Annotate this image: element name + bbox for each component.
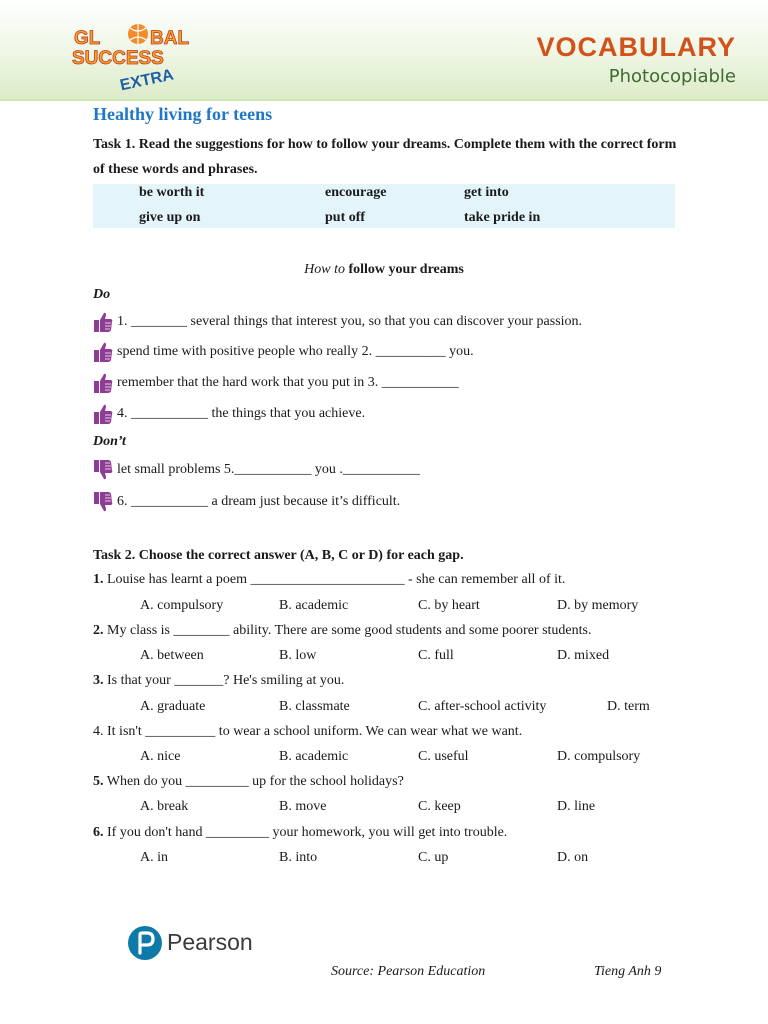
do-item (93, 403, 365, 425)
do-item (93, 341, 474, 363)
thumbs-up-icon (93, 341, 113, 363)
dont-item-text: let small problems 5.___________ you .___________ (117, 462, 420, 477)
question-number: 3. (93, 673, 104, 688)
question-4 (93, 724, 522, 740)
svg-text:BAL: BAL (150, 28, 190, 49)
thumbs-up-icon (93, 311, 113, 333)
word-bank-item: be worth it (139, 185, 205, 200)
pearson-wordmark: Pearson (167, 929, 253, 955)
option[interactable]: A. compulsory (140, 598, 224, 613)
option[interactable]: A. graduate (140, 699, 206, 714)
word-bank-item: take pride in (464, 210, 541, 225)
question-text: If you don't hand _________ your homework, you will get into trouble. (103, 825, 508, 840)
option[interactable]: D. on (557, 850, 589, 865)
option[interactable]: A. in (140, 850, 168, 865)
question-number: 1. (93, 572, 104, 587)
question-number: 6. (93, 825, 104, 840)
option[interactable]: A. nice (140, 749, 181, 764)
option[interactable]: B. move (279, 799, 327, 814)
do-item-text: remember that the hard work that you put in 3. ___________ (117, 375, 459, 390)
option[interactable]: B. classmate (279, 699, 350, 714)
question-1 (93, 572, 565, 588)
svg-text:GL: GL (74, 28, 101, 49)
option[interactable]: C. full (418, 648, 454, 663)
option[interactable]: B. into (279, 850, 318, 865)
do-item-text: 1. ________ several things that interest you, so that you can discover your passion. (117, 314, 583, 329)
svg-text:EXTRA: EXTRA (118, 66, 176, 95)
question-text: When do you _________ up for the school holidays? (103, 774, 404, 789)
page-title: Healthy living for teens (93, 104, 273, 124)
word-bank-item: encourage (325, 185, 387, 200)
thumbs-up-icon (93, 372, 113, 394)
do-item (93, 372, 459, 394)
thumbs-up-icon (93, 403, 113, 425)
task1-instruction: Task 1. Read the suggestions for how to follow your dreams. Complete them with the correct form of these words and phrases. (93, 137, 677, 177)
dont-item (93, 459, 420, 481)
pearson-logo-icon (128, 926, 162, 960)
question-text: It isn't __________ to wear a school uniform. We can wear what we want. (103, 724, 523, 739)
question-text: Is that your _______? He's smiling at you. (103, 673, 345, 688)
option[interactable]: D. line (557, 799, 596, 814)
option[interactable]: D. mixed (557, 648, 610, 663)
heading-italic: How to (304, 262, 345, 277)
header-divider (0, 99, 768, 101)
do-item (93, 311, 582, 333)
photocopiable-label: Photocopiable (608, 66, 736, 87)
book-title: Tieng Anh 9 (594, 964, 662, 979)
dont-item (93, 491, 400, 513)
question-text: Louise has learnt a poem ______________________ - she can remember all of it. (103, 572, 566, 587)
option[interactable]: C. useful (418, 749, 469, 764)
thumbs-down-icon (93, 459, 113, 481)
dont-item-text: 6. ___________ a dream just because it’s difficult. (117, 494, 401, 509)
question-number: 2. (93, 623, 104, 638)
word-bank-item: put off (325, 210, 366, 225)
option[interactable]: D. by memory (557, 598, 639, 613)
do-item-text: 4. ___________ the things that you achieve. (117, 406, 366, 421)
section-title: VOCABULARY (536, 32, 736, 62)
question-3 (93, 673, 344, 689)
option[interactable]: A. break (140, 799, 189, 814)
word-bank-item: give up on (139, 210, 201, 225)
option[interactable]: B. academic (279, 598, 349, 613)
do-item-text: spend time with positive people who really 2. __________ you. (117, 344, 474, 359)
question-6 (93, 825, 507, 841)
option[interactable]: D. term (607, 699, 650, 714)
task1-heading (0, 262, 768, 278)
option[interactable]: D. compulsory (557, 749, 641, 764)
thumbs-down-icon (93, 491, 113, 513)
task2-instruction: Task 2. Choose the correct answer (A, B, C or D) for each gap. (93, 548, 464, 563)
option[interactable]: A. between (140, 648, 204, 663)
do-label: Do (93, 287, 111, 302)
question-number: 5. (93, 774, 104, 789)
question-2 (93, 623, 591, 639)
dont-label: Don’t (93, 434, 126, 449)
option[interactable]: C. by heart (418, 598, 480, 613)
option[interactable]: C. after-school activity (418, 699, 547, 714)
word-bank (93, 184, 675, 228)
word-bank-item: get into (464, 185, 509, 200)
option[interactable]: C. keep (418, 799, 461, 814)
option[interactable]: C. up (418, 850, 449, 865)
source-credit: Source: Pearson Education (331, 964, 486, 979)
question-number: 4. (93, 724, 104, 739)
option[interactable]: B. academic (279, 749, 349, 764)
heading-bold: follow your dreams (348, 262, 464, 277)
svg-text:SUCCESS: SUCCESS (72, 48, 164, 69)
option[interactable]: B. low (279, 648, 317, 663)
question-text: My class is ________ ability. There are some good students and some poorer students. (103, 623, 592, 638)
question-5 (93, 774, 404, 790)
global-success-extra-logo (72, 22, 202, 97)
